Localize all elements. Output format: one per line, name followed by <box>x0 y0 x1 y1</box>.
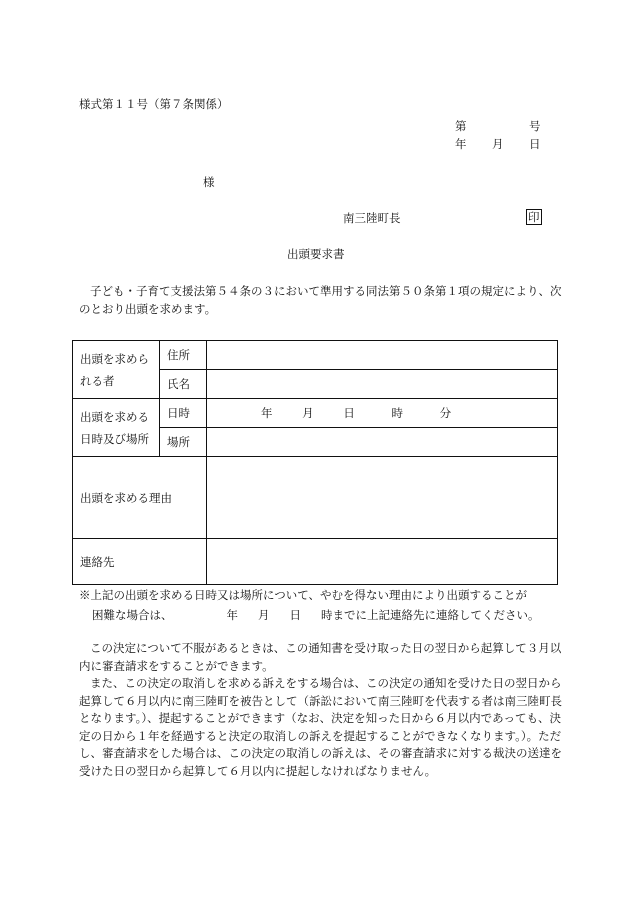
person-label: 出頭を求められる者 <box>73 341 160 399</box>
date-day: 日 <box>529 137 541 151</box>
datetime-hour: 時 <box>391 406 403 420</box>
date-month: 月 <box>492 137 504 151</box>
intro-paragraph: 子ども・子育て支援法第５４条の３において準用する同法第５０条第１項の規定により、次のとおり出頭を求めます。 <box>79 284 562 316</box>
datetime-day: 日 <box>343 406 355 420</box>
contact-note-line2 <box>79 605 569 625</box>
datetime-label: 日時 <box>160 399 207 428</box>
document-number-prefix: 第 <box>455 119 467 133</box>
appeal-paragraph-1: この決定について不服があるときは、この通知書を受け取った日の翌日から起算して３月以内に審査請求をすることができます。 <box>79 641 562 673</box>
reason-value-cell <box>207 457 558 539</box>
document-title: 出頭要求書 <box>287 247 345 261</box>
seal-text: 印 <box>528 210 540 224</box>
contact-note-day: 日 <box>289 608 301 622</box>
request-form-table <box>72 340 558 585</box>
name-value-cell <box>207 370 558 399</box>
datetime-month: 月 <box>302 406 314 420</box>
issuer-name: 南三陸町長 <box>343 211 401 225</box>
reason-label: 出頭を求める理由 <box>73 457 207 539</box>
contact-note <box>79 585 569 625</box>
date-year: 年 <box>455 137 467 151</box>
datetime-year: 年 <box>261 406 273 420</box>
contact-note-line2-start: 困難な場合は、 <box>92 608 173 622</box>
address-label: 住所 <box>160 341 207 370</box>
address-value-cell <box>207 341 558 370</box>
name-label: 氏名 <box>160 370 207 399</box>
place-label: 場所 <box>160 428 207 457</box>
form-number: 様式第１１号（第７条関係） <box>79 97 229 111</box>
document-number-suffix: 号 <box>529 119 541 133</box>
contact-note-month: 月 <box>258 608 270 622</box>
contact-note-line1: ※上記の出頭を求める日時又は場所について、やむを得ない理由により出頭することが <box>79 588 528 602</box>
datetime-value-cell <box>207 399 558 428</box>
addressee-suffix: 様 <box>203 175 215 189</box>
when-where-label: 出頭を求める日時及び場所 <box>73 399 160 457</box>
appeal-paragraph-2: また、この決定の取消しを求める訴えをする場合は、この決定の通知を受けた日の翌日から起算して６月以内に南三陸町を被告として（訴訟において南三陸町を代表する者は南三陸町長となります。）、提起することができます（なお、決定を知った日から６月以内であっても、決定の日から１年を経過すると決定の取消しの訴えを提起することができなくなります。）。ただし、審査請求をした場合は、この決定の取消しの訴えは、その審査請求に対する裁決の送達を受けた日の翌日から起算して６月以内に提起しなければなりません。 <box>79 676 562 778</box>
contact-label: 連絡先 <box>73 539 207 585</box>
seal-mark <box>526 209 542 225</box>
contact-note-line2-end: 時までに上記連絡先に連絡してください。 <box>321 608 540 622</box>
contact-value-cell <box>207 539 558 585</box>
datetime-minute: 分 <box>439 406 452 420</box>
contact-note-year: 年 <box>226 608 238 622</box>
place-value-cell <box>207 428 558 457</box>
